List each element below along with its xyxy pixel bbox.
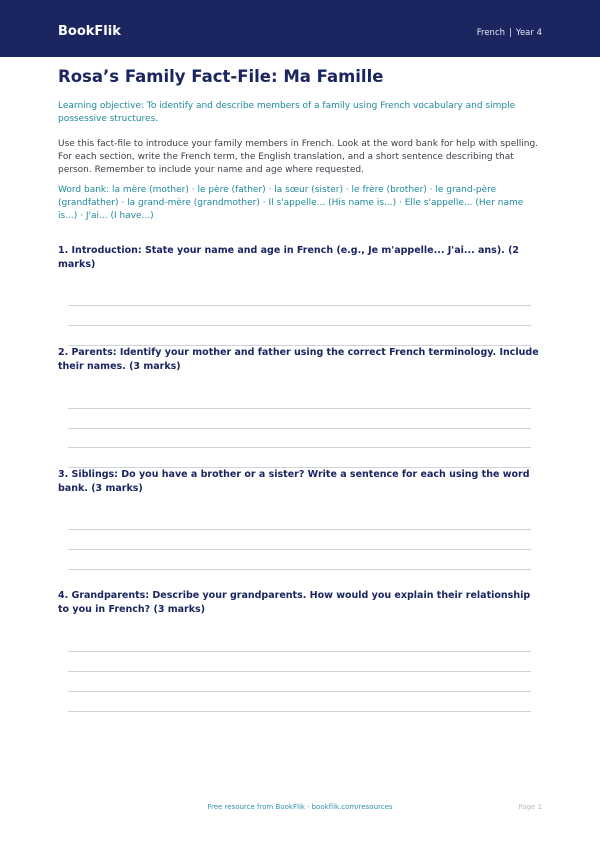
worksheet-title: Rosa’s Family Fact-File: Ma Famille — [58, 67, 384, 86]
footer-source[interactable]: Free resource from BookFlik · bookflik.com/resources — [207, 803, 393, 811]
answer-line[interactable] — [68, 428, 531, 429]
answer-line[interactable] — [68, 408, 531, 409]
answer-line[interactable] — [68, 325, 531, 326]
header-separator: | — [509, 28, 512, 38]
answer-line[interactable] — [68, 569, 531, 570]
page-number: Page 1 — [518, 803, 542, 811]
question-3: 3. Siblings: Do you have a brother or a sister? Write a sentence for each using the word bank. (3 marks) — [58, 469, 530, 494]
subject-label: French — [476, 28, 506, 38]
answer-line[interactable] — [68, 529, 531, 530]
year-label: Year 4 — [515, 28, 542, 38]
subject-year-label — [477, 27, 542, 39]
answer-line[interactable] — [68, 305, 531, 306]
learning-objective: Learning objective: To identify and describe members of a family using French vocabulary and simple possessive structures. — [58, 101, 516, 124]
answer-line[interactable] — [68, 447, 531, 448]
instructions: Use this fact-file to introduce your family members in French. Look at the word bank for help with spelling. For each section, write the French term, the English translation, and a short sentence describing that person. Remember to include your name and age where requested. — [58, 139, 539, 175]
answer-line[interactable] — [68, 671, 531, 672]
brand-logo[interactable]: BookFlik — [58, 24, 121, 39]
answer-line[interactable] — [68, 711, 531, 712]
header-bar — [0, 0, 600, 57]
answer-line[interactable] — [68, 651, 531, 652]
answer-line[interactable] — [68, 691, 531, 692]
question-2: 2. Parents: Identify your mother and father using the correct French terminology. Include their names. (3 marks) — [58, 347, 539, 372]
question-1: 1. Introduction: State your name and age in French (e.g., Je m'appelle... J'ai... ans). (2 marks) — [58, 245, 520, 270]
question-4: 4. Grandparents: Describe your grandparents. How would you explain their relationship to you in French? (3 marks) — [58, 590, 531, 615]
word-bank: Word bank: la mère (mother) · le père (father) · la sœur (sister) · le frère (brother) · le grand-père (grandfather) · la grand-mère (grandmother) · Il s'appelle... (His name is...) · Elle s'appelle... (Her name is...) · J'ai... (I have...) — [58, 185, 524, 221]
answer-line[interactable] — [68, 549, 531, 550]
